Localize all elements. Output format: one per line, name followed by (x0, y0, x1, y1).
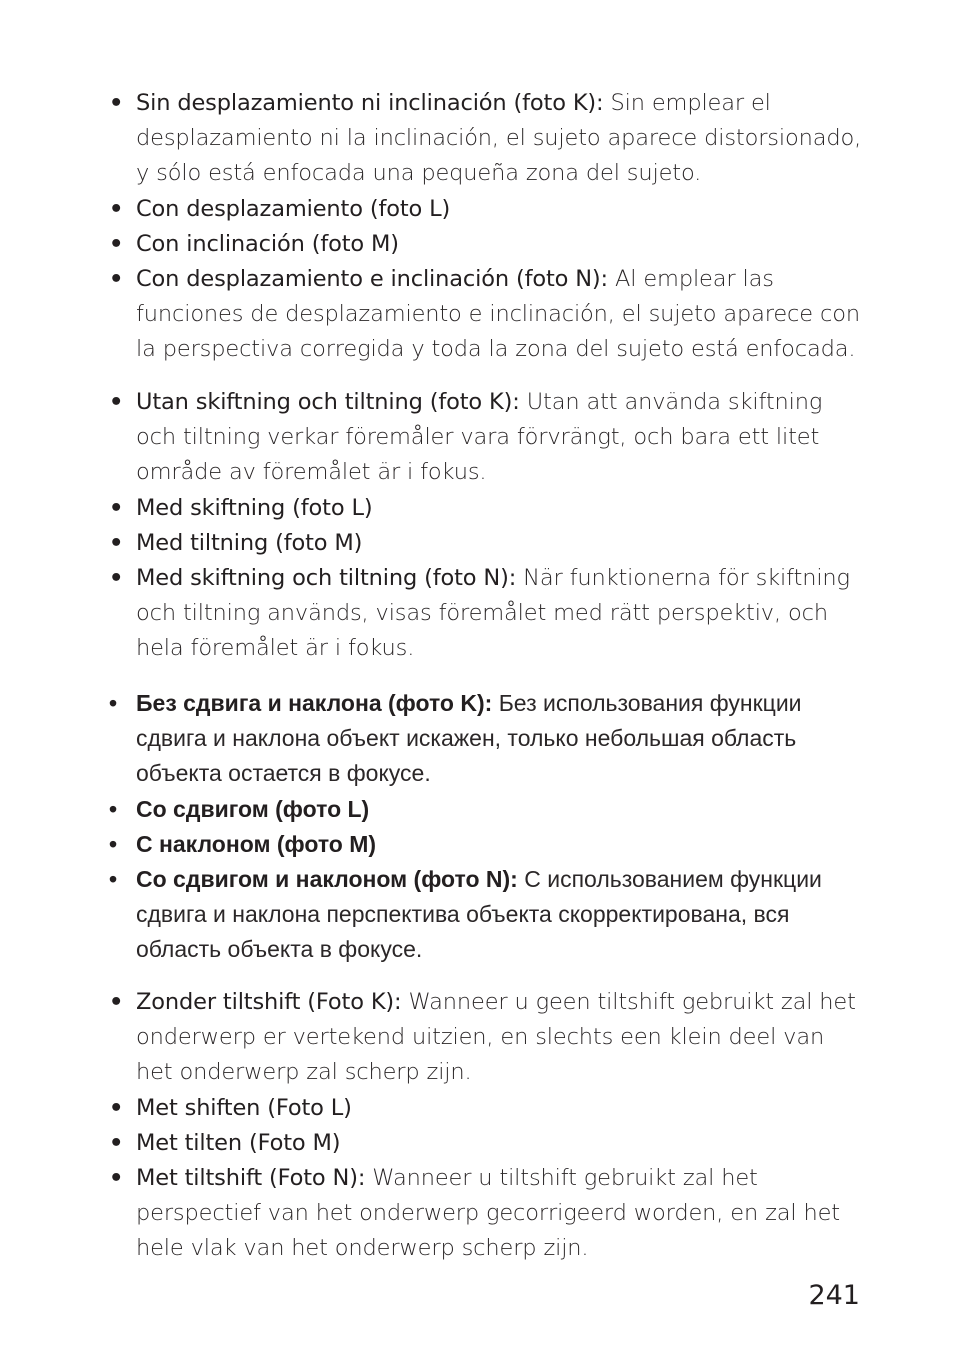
bullet-icon: • (109, 1094, 124, 1121)
list-item (104, 1091, 864, 1126)
section-spanish (104, 86, 864, 368)
bullet-icon: • (109, 529, 124, 556)
bullet-list (104, 985, 864, 1267)
list-item (104, 792, 864, 827)
bullet-icon: • (109, 389, 124, 415)
bullet-icon: • (109, 830, 118, 857)
item-heading: Met tiltshift (Foto N): (136, 1165, 366, 1192)
list-item (104, 1161, 864, 1267)
item-heading: Со сдвигом (фото L) (136, 795, 370, 822)
page-number: 241 (808, 1280, 860, 1311)
bullet-list (104, 686, 864, 968)
bullet-icon: • (109, 1129, 124, 1156)
bullet-icon: • (109, 230, 124, 257)
bullet-icon: • (109, 565, 124, 592)
bullet-icon: • (109, 795, 118, 822)
item-heading: Con desplazamiento e inclinación (foto N): (136, 266, 608, 293)
list-item (104, 491, 864, 526)
list-item (104, 827, 864, 862)
item-text: Wanneer u geen tiltshift gebruikt zal het onderwerp er vertekend uitzien, en slechts een klein deel van het onderwerp zal scherp zijn. (136, 989, 856, 1086)
item-heading: Met shiften (Foto L) (136, 1094, 352, 1121)
item-text: С использованием функции сдвига и наклона перспектива объекта скорректирована, вся область объекта в фокусе. (136, 866, 822, 963)
item-text: Utan att använda skiftning och tiltning verkar föremåler vara förvrängt, och bara ett litet område av föremålet är i fokus. (136, 389, 823, 486)
list-item (104, 561, 864, 667)
list-item (104, 862, 864, 968)
list-item (104, 227, 864, 262)
bullet-icon: • (109, 266, 124, 293)
item-text: Wanneer u tiltshift gebruikt zal het perspectief van het onderwerp gecorrigeerd worden, en zal het hele vlak van het onderwerp scherp zijn. (136, 1165, 840, 1262)
bullet-icon: • (109, 866, 118, 893)
bullet-icon: • (109, 989, 124, 1015)
item-heading: Med tiltning (foto M) (136, 529, 363, 556)
bullet-list (104, 86, 864, 368)
item-heading: Sin desplazamiento ni inclinación (foto K): (136, 90, 604, 116)
list-item (104, 86, 864, 192)
item-heading: Med skiftning (foto L) (136, 494, 373, 521)
list-item (104, 686, 864, 792)
item-heading: Со сдвигом и наклоном (фото N): (136, 866, 518, 893)
item-heading: Met tilten (Foto M) (136, 1129, 341, 1156)
item-heading: Zonder tiltshift (Foto K): (136, 989, 402, 1015)
list-item (104, 1126, 864, 1161)
list-item (104, 385, 864, 491)
bullet-icon: • (109, 1165, 124, 1192)
bullet-icon: • (109, 195, 124, 222)
list-item (104, 262, 864, 368)
bullet-icon: • (109, 690, 118, 716)
item-text: Al emplear las funciones de desplazamiento e inclinación, el sujeto aparece con la perspectiva corregida y toda la zona del sujeto está enfocada. (136, 266, 860, 363)
item-text: Sin emplear el desplazamiento ni la inclinación, el sujeto aparece distorsionado, y sólo está enfocada una pequeña zona del sujeto. (136, 90, 862, 187)
section-swedish (104, 385, 864, 667)
item-heading: Utan skiftning och tiltning (foto K): (136, 389, 520, 415)
item-heading: Con inclinación (foto M) (136, 230, 399, 257)
item-heading: Med skiftning och tiltning (foto N): (136, 565, 517, 592)
item-heading: С наклоном (фото M) (136, 830, 377, 857)
item-text: Без использования функции сдвига и наклона объект искажен, только небольшая область объекта остается в фокусе. (136, 690, 802, 787)
item-text: När funktionerna för skiftning och tiltning används, visas föremålet med rätt perspektiv, och hela föremålet är i fokus. (136, 565, 850, 662)
list-item (104, 192, 864, 227)
list-item (104, 985, 864, 1091)
item-heading: Без сдвига и наклона (фото K): (136, 690, 493, 716)
list-item (104, 526, 864, 561)
item-heading: Con desplazamiento (foto L) (136, 195, 451, 222)
bullet-icon: • (109, 494, 124, 521)
bullet-icon: • (109, 90, 124, 116)
bullet-list (104, 385, 864, 667)
section-russian (104, 686, 864, 968)
section-dutch (104, 985, 864, 1267)
